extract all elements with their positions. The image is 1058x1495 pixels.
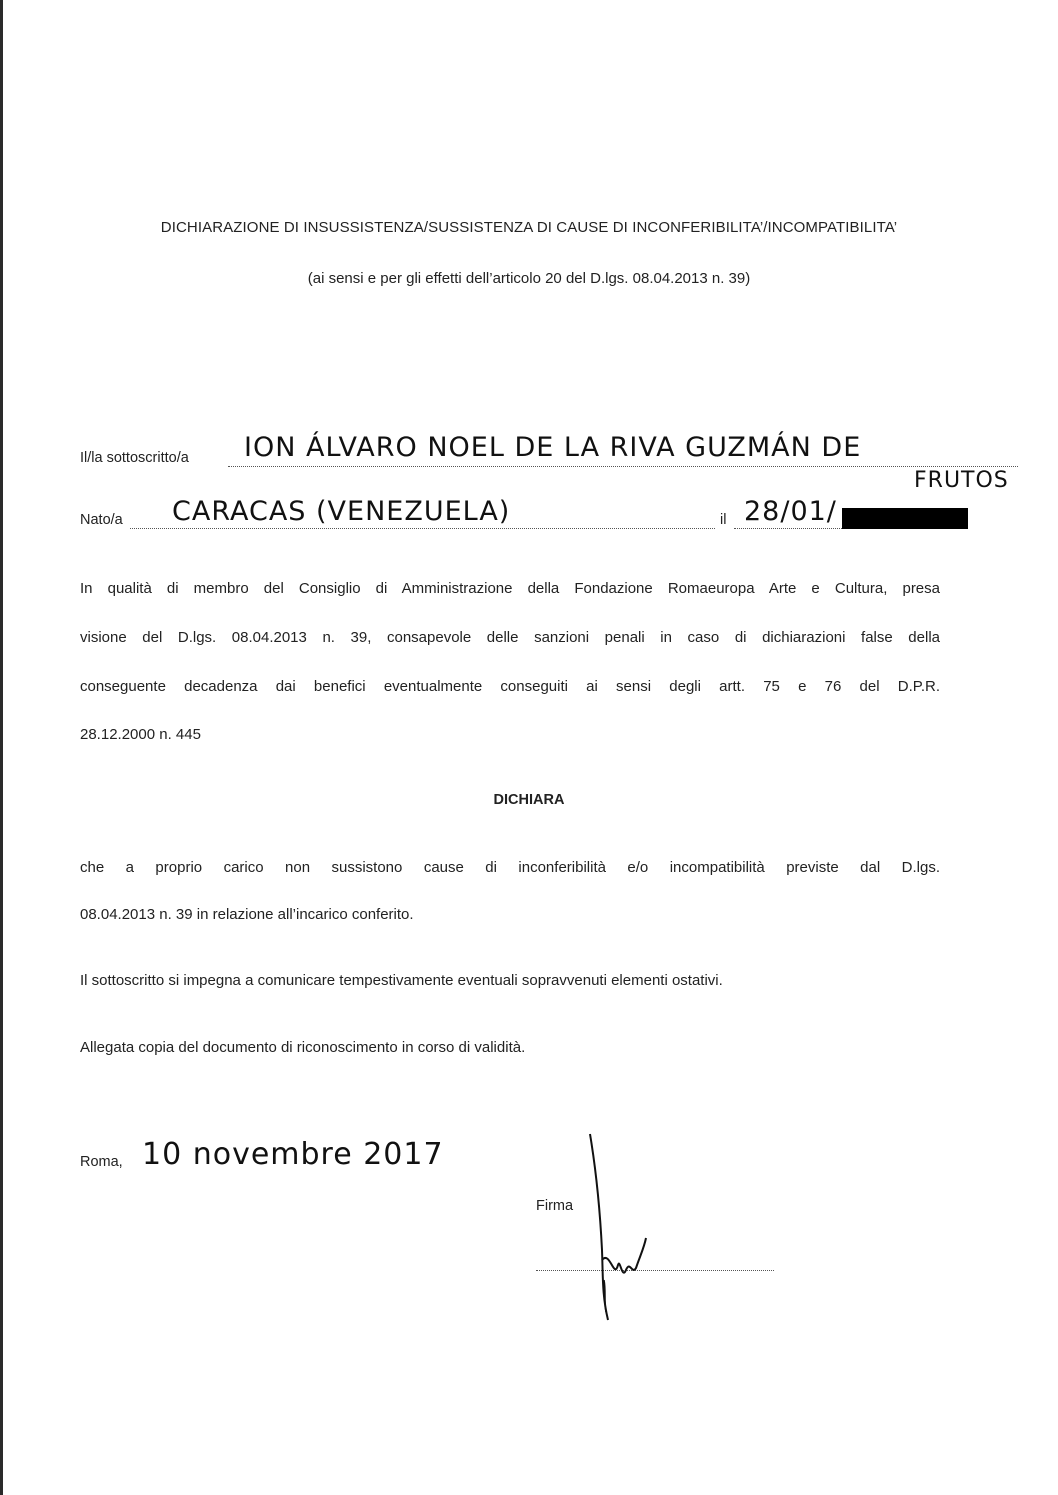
declaration-line-2: 08.04.2013 n. 39 in relazione all’incarico conferito. <box>80 906 414 923</box>
birth-date-label: il <box>720 512 727 528</box>
birth-place-dotted-line <box>130 528 715 529</box>
name-dotted-line <box>228 466 1018 467</box>
birth-place-value: CARACAS (VENEZUELA) <box>172 496 511 527</box>
body-line-2: visione del D.lgs. 08.04.2013 n. 39, consapevole delle sanzioni penali in caso di dichiarazioni false della <box>80 629 940 646</box>
place-label: Roma, <box>80 1154 123 1170</box>
birth-label: Nato/a <box>80 512 123 528</box>
document-title: DICHIARAZIONE DI INSUSSISTENZA/SUSSISTENZA DI CAUSE DI INCONFERIBILITA’/INCOMPATIBILITA’ <box>160 219 898 236</box>
declaration-line-1: che a proprio carico non sussistono cause di inconferibilità e/o incompatibilità previste dal D.lgs. <box>80 859 940 876</box>
handwritten-signature <box>560 1130 700 1330</box>
body-line-1: In qualità di membro del Consiglio di Amministrazione della Fondazione Romaeuropa Arte e Cultura, presa <box>80 580 940 597</box>
body-line-4: 28.12.2000 n. 445 <box>80 726 201 743</box>
name-value: ION ÁLVARO NOEL DE LA RIVA GUZMÁN DE <box>244 432 862 463</box>
declares-heading: DICHIARA <box>493 792 565 808</box>
body-line-3: conseguente decadenza dai benefici eventualmente conseguiti ai sensi degli artt. 75 e 76 del D.P.R. <box>80 678 940 695</box>
attachment-text: Allegata copia del documento di riconoscimento in corso di validità. <box>80 1039 526 1056</box>
signature-label: Firma <box>536 1198 574 1214</box>
redaction-block <box>842 508 968 529</box>
name-value-continued: FRUTOS <box>914 468 1009 493</box>
document-subtitle: (ai sensi e per gli effetti dell’articolo 20 del D.lgs. 08.04.2013 n. 39) <box>307 270 751 287</box>
date-value: 10 novembre 2017 <box>142 1137 444 1172</box>
commitment-text: Il sottoscritto si impegna a comunicare tempestivamente eventuali sopravvenuti elementi ostativi. <box>80 972 723 989</box>
birth-date-value: 28/01/ <box>744 496 837 527</box>
name-label: Il/la sottoscritto/a <box>80 450 189 466</box>
